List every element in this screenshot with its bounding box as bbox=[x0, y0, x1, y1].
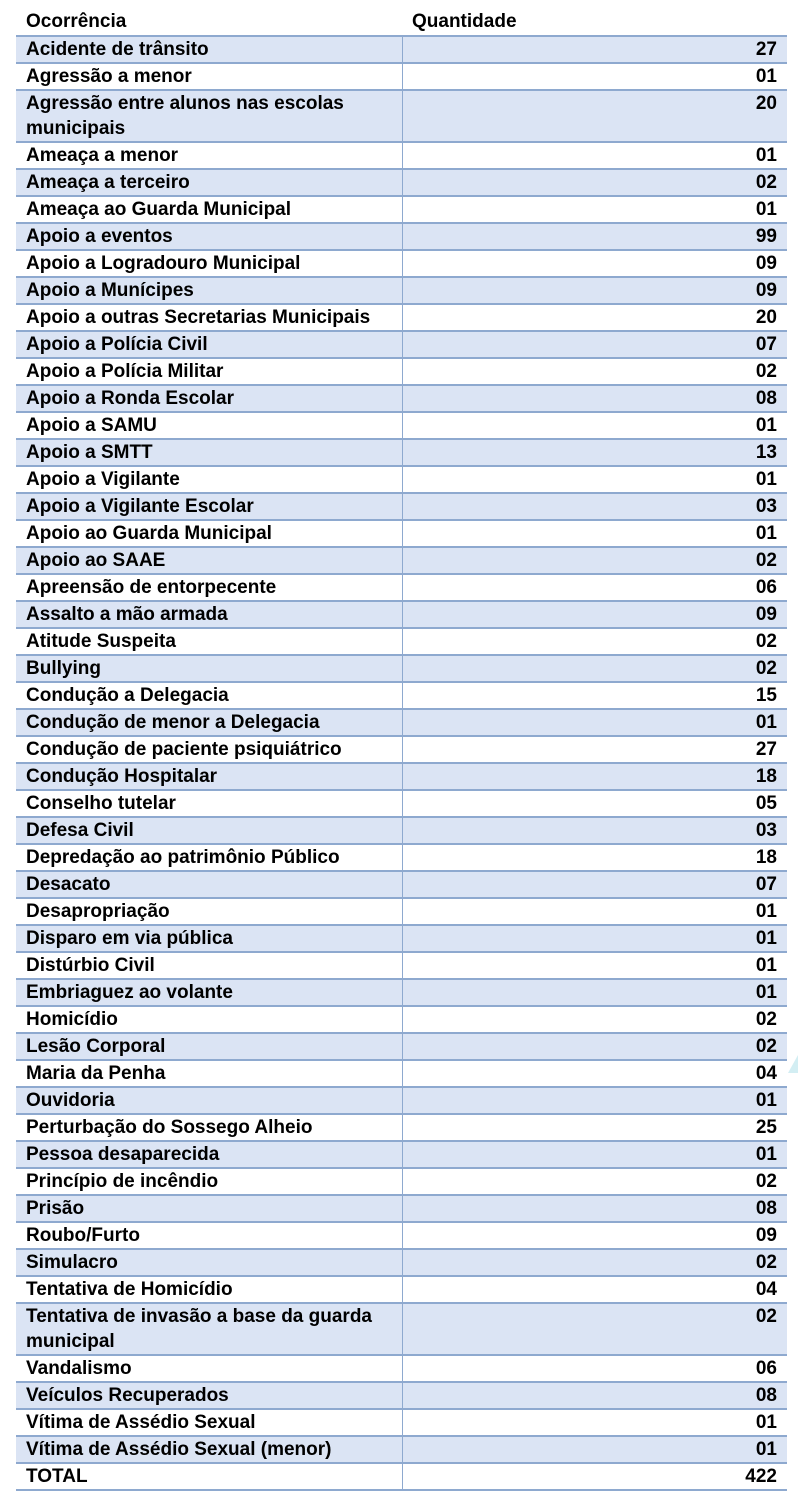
occurrence-quantity: 01 bbox=[403, 1087, 788, 1114]
table-header bbox=[16, 8, 787, 35]
table-row bbox=[16, 709, 787, 736]
table-row bbox=[16, 1355, 787, 1382]
table-row bbox=[16, 628, 787, 655]
table-row bbox=[16, 1033, 787, 1060]
occurrence-quantity: 01 bbox=[403, 520, 788, 547]
table-row bbox=[16, 1303, 787, 1355]
occurrence-quantity: 02 bbox=[403, 1168, 788, 1195]
occurrence-label: Apoio a Polícia Civil bbox=[16, 331, 403, 358]
occurrence-label: Apoio ao SAAE bbox=[16, 547, 403, 574]
occurrence-quantity: 03 bbox=[403, 493, 788, 520]
occurrence-label: Condução Hospitalar bbox=[16, 763, 403, 790]
occurrence-label: Ameaça ao Guarda Municipal bbox=[16, 196, 403, 223]
occurrence-quantity: 08 bbox=[403, 385, 788, 412]
occurrence-quantity: 18 bbox=[403, 763, 788, 790]
table-row bbox=[16, 385, 787, 412]
occurrence-label: Condução a Delegacia bbox=[16, 682, 403, 709]
table-row bbox=[16, 1276, 787, 1303]
occurrence-label: Embriaguez ao volante bbox=[16, 979, 403, 1006]
occurrence-quantity: 01 bbox=[403, 142, 788, 169]
occurrence-label: Apoio a Vigilante bbox=[16, 466, 403, 493]
table-row bbox=[16, 1114, 787, 1141]
occurrence-label: Homicídio bbox=[16, 1006, 403, 1033]
table-row bbox=[16, 655, 787, 682]
occurrence-table bbox=[16, 35, 787, 1491]
table-row bbox=[16, 925, 787, 952]
table-row bbox=[16, 1087, 787, 1114]
occurrence-label: Maria da Penha bbox=[16, 1060, 403, 1087]
table-row bbox=[16, 1222, 787, 1249]
occurrence-quantity: 01 bbox=[403, 466, 788, 493]
occurrence-quantity: 04 bbox=[403, 1276, 788, 1303]
occurrence-label: Apoio a Ronda Escolar bbox=[16, 385, 403, 412]
occurrence-label: Conselho tutelar bbox=[16, 790, 403, 817]
occurrence-quantity: 01 bbox=[403, 1409, 788, 1436]
occurrence-quantity: 02 bbox=[403, 547, 788, 574]
occurrence-label: Ameaça a terceiro bbox=[16, 169, 403, 196]
occurrence-label: Bullying bbox=[16, 655, 403, 682]
occurrence-label: Veículos Recuperados bbox=[16, 1382, 403, 1409]
occurrence-quantity: 06 bbox=[403, 574, 788, 601]
table-row bbox=[16, 1436, 787, 1463]
occurrence-quantity: 09 bbox=[403, 250, 788, 277]
occurrence-label: Desapropriação bbox=[16, 898, 403, 925]
occurrence-quantity: 99 bbox=[403, 223, 788, 250]
total-quantity: 422 bbox=[403, 1463, 788, 1490]
total-label: TOTAL bbox=[16, 1463, 403, 1490]
table-row bbox=[16, 223, 787, 250]
column-header-occurrence: Ocorrência bbox=[26, 11, 127, 32]
occurrence-quantity: 02 bbox=[403, 169, 788, 196]
table-row bbox=[16, 1195, 787, 1222]
occurrence-quantity: 02 bbox=[403, 1006, 788, 1033]
occurrence-label: Apoio a SMTT bbox=[16, 439, 403, 466]
occurrence-quantity: 01 bbox=[403, 1141, 788, 1168]
occurrence-quantity: 01 bbox=[403, 63, 788, 90]
occurrence-label: Roubo/Furto bbox=[16, 1222, 403, 1249]
occurrence-label: Defesa Civil bbox=[16, 817, 403, 844]
table-row bbox=[16, 547, 787, 574]
occurrence-quantity: 08 bbox=[403, 1382, 788, 1409]
total-row bbox=[16, 1463, 787, 1490]
table-row bbox=[16, 493, 787, 520]
occurrence-quantity: 01 bbox=[403, 952, 788, 979]
table-row bbox=[16, 1006, 787, 1033]
occurrence-quantity: 03 bbox=[403, 817, 788, 844]
table-row bbox=[16, 1249, 787, 1276]
occurrence-quantity: 06 bbox=[403, 1355, 788, 1382]
table-row bbox=[16, 520, 787, 547]
table-row bbox=[16, 601, 787, 628]
table-row bbox=[16, 331, 787, 358]
occurrence-table-body bbox=[16, 36, 787, 1490]
occurrence-label: Princípio de incêndio bbox=[16, 1168, 403, 1195]
column-header-quantity: Quantidade bbox=[412, 11, 517, 32]
occurrence-quantity: 20 bbox=[403, 90, 788, 142]
occurrence-quantity: 02 bbox=[403, 628, 788, 655]
occurrence-label: Vítima de Assédio Sexual bbox=[16, 1409, 403, 1436]
table-row bbox=[16, 1409, 787, 1436]
occurrence-label: Apoio a Logradouro Municipal bbox=[16, 250, 403, 277]
table-row bbox=[16, 952, 787, 979]
occurrence-quantity: 01 bbox=[403, 709, 788, 736]
table-row bbox=[16, 682, 787, 709]
occurrence-label: Simulacro bbox=[16, 1249, 403, 1276]
occurrence-quantity: 18 bbox=[403, 844, 788, 871]
occurrence-quantity: 02 bbox=[403, 1249, 788, 1276]
occurrence-label: Ouvidoria bbox=[16, 1087, 403, 1114]
occurrence-label: Distúrbio Civil bbox=[16, 952, 403, 979]
table-row bbox=[16, 844, 787, 871]
table-row bbox=[16, 1168, 787, 1195]
occurrence-label: Apoio a SAMU bbox=[16, 412, 403, 439]
occurrence-quantity: 01 bbox=[403, 925, 788, 952]
occurrence-label: Apoio a Munícipes bbox=[16, 277, 403, 304]
occurrence-label: Apoio ao Guarda Municipal bbox=[16, 520, 403, 547]
occurrence-quantity: 01 bbox=[403, 196, 788, 223]
occurrence-label: Apoio a eventos bbox=[16, 223, 403, 250]
table-row bbox=[16, 90, 787, 142]
occurrence-label: Condução de paciente psiquiátrico bbox=[16, 736, 403, 763]
occurrence-label: Assalto a mão armada bbox=[16, 601, 403, 628]
table-row bbox=[16, 736, 787, 763]
table-row bbox=[16, 196, 787, 223]
occurrence-quantity: 27 bbox=[403, 736, 788, 763]
decorative-corner-mark bbox=[788, 1055, 798, 1073]
table-row bbox=[16, 142, 787, 169]
table-row bbox=[16, 817, 787, 844]
occurrence-quantity: 01 bbox=[403, 1436, 788, 1463]
table-row bbox=[16, 790, 787, 817]
occurrence-label: Apreensão de entorpecente bbox=[16, 574, 403, 601]
occurrence-quantity: 08 bbox=[403, 1195, 788, 1222]
occurrence-label: Lesão Corporal bbox=[16, 1033, 403, 1060]
occurrence-quantity: 05 bbox=[403, 790, 788, 817]
table-row bbox=[16, 871, 787, 898]
occurrence-quantity: 02 bbox=[403, 655, 788, 682]
occurrence-label: Disparo em via pública bbox=[16, 925, 403, 952]
table-row bbox=[16, 36, 787, 63]
table-row bbox=[16, 466, 787, 493]
occurrence-label: Ameaça a menor bbox=[16, 142, 403, 169]
occurrence-quantity: 07 bbox=[403, 871, 788, 898]
table-row bbox=[16, 1382, 787, 1409]
occurrence-label: Acidente de trânsito bbox=[16, 36, 403, 63]
table-row bbox=[16, 898, 787, 925]
occurrence-quantity: 02 bbox=[403, 1303, 788, 1355]
occurrence-label: Desacato bbox=[16, 871, 403, 898]
table-row bbox=[16, 1141, 787, 1168]
occurrence-label: Apoio a Polícia Militar bbox=[16, 358, 403, 385]
occurrence-quantity: 02 bbox=[403, 358, 788, 385]
table-row bbox=[16, 439, 787, 466]
table-row bbox=[16, 304, 787, 331]
occurrence-label: Apoio a Vigilante Escolar bbox=[16, 493, 403, 520]
occurrence-label: Prisão bbox=[16, 1195, 403, 1222]
occurrence-quantity: 09 bbox=[403, 1222, 788, 1249]
occurrence-label: Vítima de Assédio Sexual (menor) bbox=[16, 1436, 403, 1463]
occurrence-quantity: 02 bbox=[403, 1033, 788, 1060]
occurrence-label: Atitude Suspeita bbox=[16, 628, 403, 655]
occurrence-label: Agressão a menor bbox=[16, 63, 403, 90]
occurrence-quantity: 20 bbox=[403, 304, 788, 331]
occurrence-quantity: 04 bbox=[403, 1060, 788, 1087]
occurrence-label: Vandalismo bbox=[16, 1355, 403, 1382]
occurrence-quantity: 27 bbox=[403, 36, 788, 63]
occurrence-label: Apoio a outras Secretarias Municipais bbox=[16, 304, 403, 331]
table-row bbox=[16, 358, 787, 385]
occurrence-label: Agressão entre alunos nas escolas municipais bbox=[16, 90, 403, 142]
occurrence-quantity: 13 bbox=[403, 439, 788, 466]
table-row bbox=[16, 412, 787, 439]
table-row bbox=[16, 169, 787, 196]
occurrence-label: Perturbação do Sossego Alheio bbox=[16, 1114, 403, 1141]
occurrence-quantity: 01 bbox=[403, 412, 788, 439]
occurrence-quantity: 09 bbox=[403, 277, 788, 304]
table-row bbox=[16, 277, 787, 304]
table-row bbox=[16, 1060, 787, 1087]
occurrence-label: Pessoa desaparecida bbox=[16, 1141, 403, 1168]
occurrence-quantity: 01 bbox=[403, 898, 788, 925]
occurrence-quantity: 01 bbox=[403, 979, 788, 1006]
occurrence-quantity: 25 bbox=[403, 1114, 788, 1141]
occurrence-label: Tentativa de Homicídio bbox=[16, 1276, 403, 1303]
table-row bbox=[16, 250, 787, 277]
occurrence-quantity: 09 bbox=[403, 601, 788, 628]
occurrence-label: Condução de menor a Delegacia bbox=[16, 709, 403, 736]
table-row bbox=[16, 63, 787, 90]
occurrence-label: Tentativa de invasão a base da guarda municipal bbox=[16, 1303, 403, 1355]
table-row bbox=[16, 763, 787, 790]
table-row bbox=[16, 979, 787, 1006]
occurrence-label: Depredação ao patrimônio Público bbox=[16, 844, 403, 871]
occurrence-quantity: 15 bbox=[403, 682, 788, 709]
occurrence-quantity: 07 bbox=[403, 331, 788, 358]
table-row bbox=[16, 574, 787, 601]
